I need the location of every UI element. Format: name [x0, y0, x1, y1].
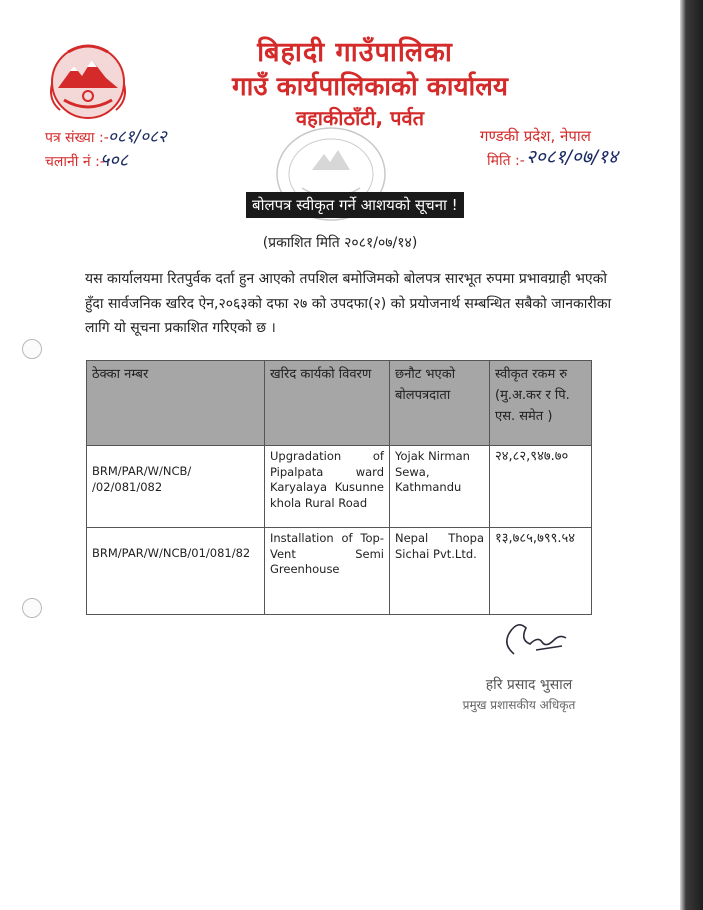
scan-page-edge: [680, 0, 703, 910]
dispatch-number-label: चलानी नं :-: [45, 154, 105, 170]
signatory-name: हरि प्रसाद भुसाल: [485, 677, 573, 693]
punch-hole: [22, 598, 42, 618]
contract-number-cell: BRM/PAR/W/NCB/ /02/081/082: [87, 446, 265, 528]
province-label: गण्डकी प्रदेश, नेपाल: [480, 127, 591, 145]
description-cell: Installation of Top-Vent Semi Greenhouse: [265, 528, 390, 615]
date-value: २०८१/०७/१४: [526, 146, 618, 168]
header-contract-number: ठेक्का नम्बर: [87, 361, 265, 446]
notice-title: बोलपत्र स्वीकृत गर्ने आशयको सूचना !: [246, 192, 464, 218]
amount-cell: २४,८२,९४७.७०: [490, 446, 592, 528]
header-approved-amount: स्वीकृत रकम रु (मु.अ.कर र पि. एस. समेत ): [490, 361, 592, 446]
tender-table: [86, 360, 592, 615]
office-location: वहाकीठाँटी, पर्वत: [296, 106, 424, 130]
published-date: (प्रकाशित मिति २०८१/०७/१४): [262, 235, 418, 251]
municipality-name: बिहादी गाउँपालिका: [257, 37, 453, 68]
dispatch-number-value: ५०८: [100, 150, 129, 171]
table-header-row: [87, 361, 592, 446]
date-label: मिति :-: [487, 153, 525, 169]
amount-cell: १३,७८५,७९९.५४: [490, 528, 592, 615]
table-row: [87, 528, 592, 615]
notice-body: यस कार्यालयमा रितपुर्वक दर्ता हुन आएको तपशिल बमोजिमको बोलपत्र सारभूत रुपमा प्रभावग्राही भएको हुँदा सार्वजनिक खरिद ऐन,२०६३को दफा २७ को उपदफा(२) को प्रयोजनार्थ सम्बन्धित सबैको जानकारीका लागि यो सूचना प्रकाशित गरिएको छ ।: [85, 271, 612, 336]
bidder-cell: Nepal Thopa Sichai Pvt.Ltd.: [390, 528, 490, 615]
header-procurement-description: खरिद कार्यको विवरण: [265, 361, 390, 446]
header-selected-bidder: छनौट भएको बोलपत्रदाता: [390, 361, 490, 446]
reference-number-label: पत्र संख्या :-: [45, 130, 109, 146]
signature-icon: [496, 614, 572, 660]
table-row: [87, 446, 592, 528]
reference-number-value: ०८१/०८२: [108, 127, 167, 147]
contract-number-cell: BRM/PAR/W/NCB/01/081/82: [87, 528, 265, 615]
bidder-cell: Yojak Nirman Sewa, Kathmandu: [390, 446, 490, 528]
signatory-title: प्रमुख प्रशासकीय अधिकृत: [462, 698, 576, 712]
description-cell: Upgradation of Pipalpata ward Karyalaya Kusunne khola Rural Road: [265, 446, 390, 528]
punch-hole: [22, 339, 42, 359]
office-name: गाउँ कार्यपालिकाको कार्यालय: [232, 72, 508, 102]
